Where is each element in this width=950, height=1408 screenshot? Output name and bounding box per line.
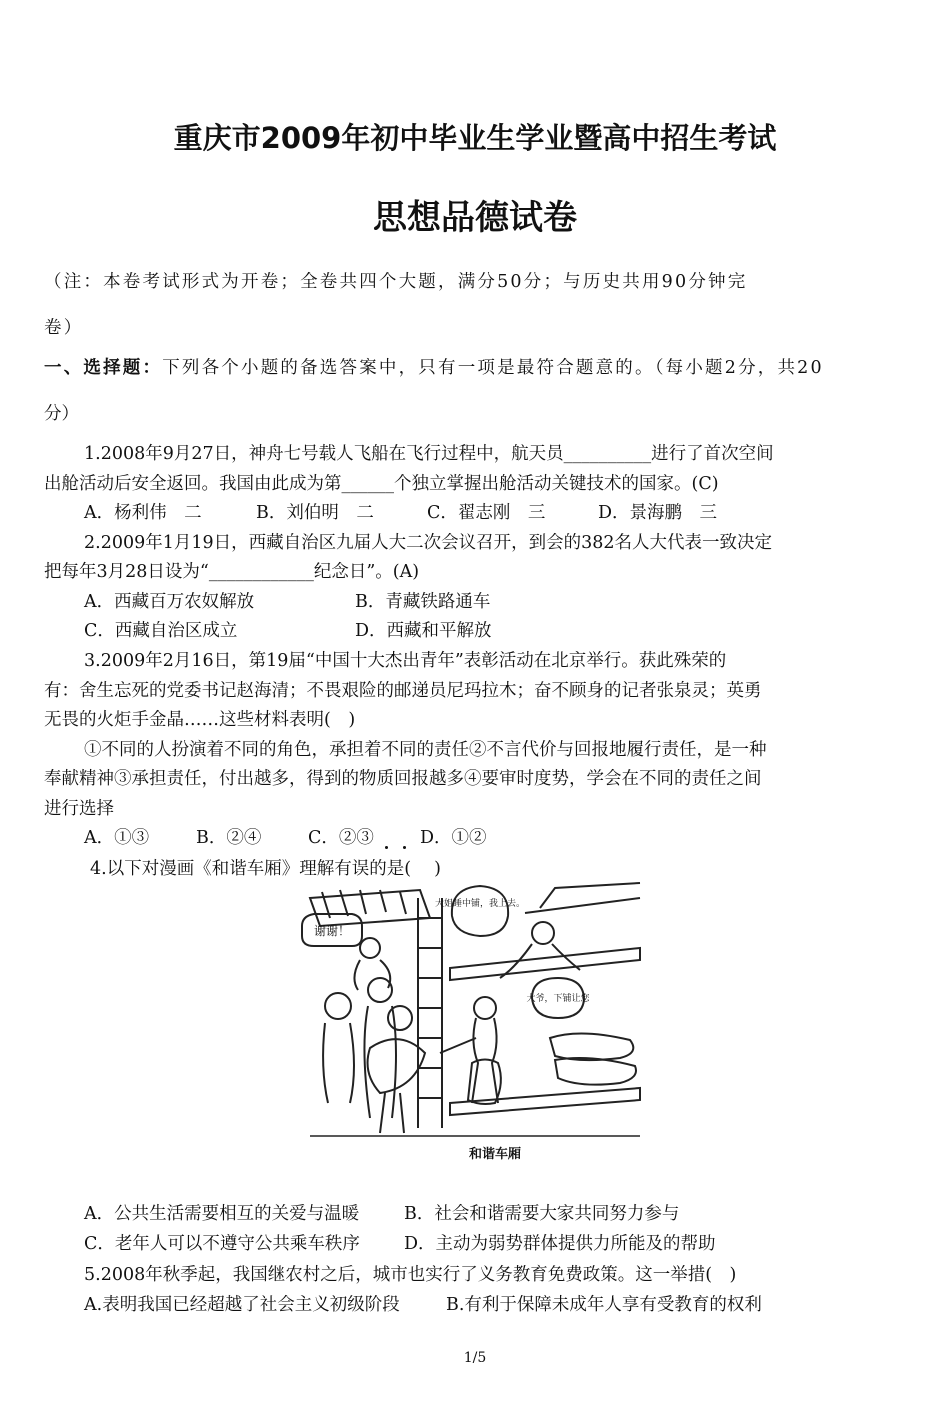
q1-line-1: 1.2008年9月27日，神舟七号载人飞船在飞行过程中，航天员__________进行了首次空间	[84, 444, 774, 464]
q4-option-a: A．公共生活需要相互的关爱与温暖	[84, 1204, 360, 1224]
q1-line-2: 出舱活动后安全返回。我国由此成为第______个独立掌握出舱活动关键技术的国家。(C)	[44, 474, 719, 494]
q2-option-d: D．西藏和平解放	[355, 621, 492, 641]
q1-option-b: B．刘伯明 二	[256, 503, 374, 523]
q2-option-b: B．青藏铁路通车	[355, 592, 491, 612]
note-line-2: 卷）	[44, 318, 84, 338]
q5-option-b: B.有利于保障未成年人享有受教育的权利	[446, 1295, 762, 1315]
harmonious-carriage-cartoon	[300, 878, 650, 1170]
emphasis-dot	[403, 846, 406, 849]
q5-line-1: 5.2008年秋季起，我国继农村之后，城市也实行了义务教育免费政策。这一举措( )	[84, 1265, 737, 1285]
q3-statement-3: 进行选择	[44, 799, 114, 819]
section-1-label: 一、选择题：	[44, 358, 163, 378]
q3-line-3: 无畏的火炬手金晶……这些材料表明( )	[44, 710, 356, 730]
cartoon-bubble-thanks: 谢谢！	[313, 924, 351, 938]
q3-statement-2: 奉献精神③承担责任，付出越多，得到的物质回报越多④要审时度势，学会在不同的责任之间	[44, 769, 762, 789]
q1-option-c: C．翟志刚 三	[427, 503, 546, 523]
q2-option-a: A．西藏百万农奴解放	[84, 592, 255, 612]
q3-option-c: C．②③	[308, 828, 374, 848]
q3-line-1: 3.2009年2月16日，第19届“中国十大杰出青年”表彰活动在北京举行。获此殊荣的	[84, 651, 727, 671]
cartoon-bubble-girl: 大姐睡中铺，我上去。	[434, 899, 526, 909]
q4-option-c: C．老年人可以不遵守公共乘车秩序	[84, 1234, 360, 1254]
q5-option-a: A.表明我国已经超越了社会主义初级阶段	[84, 1295, 400, 1315]
cartoon-bubble-grandpa: 大爷，下铺让您	[526, 994, 590, 1004]
q4-line-1: 4.以下对漫画《和谐车厢》理解有误的是( )	[90, 859, 441, 879]
q2-line-2: 把每年3月28日设为“____________纪念日”。(A)	[44, 562, 420, 582]
q3-option-a: A．①③	[84, 828, 150, 848]
q3-option-b: B．②④	[196, 828, 262, 848]
section-1-heading	[44, 354, 824, 379]
page-number: 1/5	[463, 1350, 487, 1366]
cartoon-caption: 和谐车厢	[468, 1147, 522, 1162]
q3-line-2: 有：舍生忘死的党委书记赵海清；不畏艰险的邮递员尼玛拉木；奋不顾身的记者张泉灵；英勇	[44, 681, 762, 701]
q3-option-d: D．①②	[420, 828, 487, 848]
exam-subtitle: 思想品德试卷	[373, 198, 577, 238]
note-line-1: （注：本卷考试形式为开卷；全卷共四个大题，满分50分；与历史共用90分钟完	[44, 272, 748, 292]
exam-title: 重庆市2009年初中毕业生学业暨高中招生考试	[173, 121, 777, 155]
q4-option-d: D．主动为弱势群体提供力所能及的帮助	[404, 1234, 716, 1254]
section-1-desc: 下列各个小题的备选答案中，只有一项是最符合题意的。（每小题2分，共20	[162, 358, 824, 378]
q4-option-b: B．社会和谐需要大家共同努力参与	[404, 1204, 680, 1224]
section-1-desc-2: 分）	[44, 404, 79, 424]
q2-line-1: 2.2009年1月19日，西藏自治区九届人大二次会议召开，到会的382名人大代表一致决定	[84, 533, 773, 553]
emphasis-dot	[385, 846, 388, 849]
q1-option-a: A．杨利伟 二	[84, 503, 202, 523]
q2-option-c: C．西藏自治区成立	[84, 621, 238, 641]
q3-statement-1: ①不同的人扮演着不同的角色，承担着不同的责任②不言代价与回报地履行责任，是一种	[84, 740, 767, 760]
q1-option-d: D．景海鹏 三	[598, 503, 718, 523]
